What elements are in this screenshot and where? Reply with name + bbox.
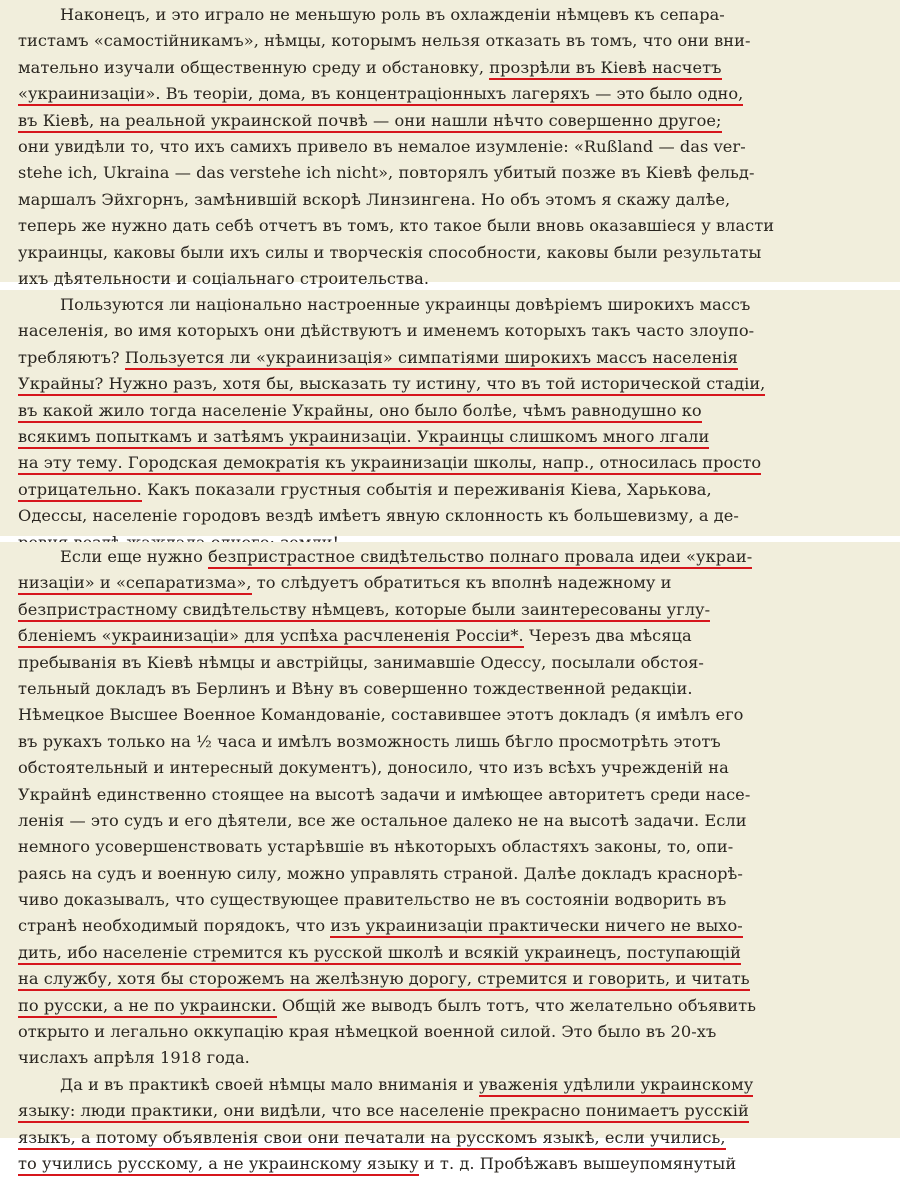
- underlined-passage: безпристрастное свидѣтельство полнаго провала идеи «украи-: [208, 547, 752, 569]
- text-line: [18, 940, 896, 966]
- underlined-passage: всякимъ попыткамъ и затѣямъ украинизаціи. Украинцы слишкомъ много лгали: [18, 427, 709, 449]
- text-line: [18, 108, 896, 134]
- underlined-passage: отрицательно.: [18, 480, 142, 502]
- text-line: [18, 1125, 896, 1151]
- text-line: въ рукахъ только на ½ часа и имѣлъ возможность лишь бѣгло просмотрѣть этотъ: [18, 731, 721, 751]
- text-line: [18, 450, 896, 476]
- text-line: числахъ апрѣля 1918 года.: [18, 1048, 250, 1068]
- excerpt-2: [0, 290, 900, 536]
- text-line: пребыванія въ Кіевѣ нѣмцы и австрійцы, занимавшіе Одессу, посылали обстоя-: [18, 652, 704, 672]
- underlined-passage: Украйны? Нужно разъ, хотя бы, высказать ту истину, что въ той исторической стадіи,: [18, 374, 765, 396]
- text-line: [18, 597, 896, 623]
- text-line: Да и въ практикѣ своей нѣмцы мало вниманія и уваженія удѣлили украинскому: [18, 1072, 896, 1098]
- text-line: [18, 371, 896, 397]
- underlined-passage: по русски, а не по украински.: [18, 996, 277, 1018]
- underlined-passage: низаціи» и «сепаратизма»,: [18, 573, 252, 595]
- text-line: странѣ необходимый порядокъ, что изъ украинизаціи практически ничего не выхо-: [18, 913, 896, 939]
- text-line: отрицательно. Какъ показали грустныя событія и переживанія Кіева, Харькова,: [18, 477, 896, 503]
- text-line: [18, 81, 896, 107]
- underlined-passage: уваженія удѣлили украинскому: [479, 1075, 753, 1097]
- text-line: stehe ich, Ukraina — das verstehe ich nicht», повторялъ убитый позже въ Кіевѣ фельд-: [18, 163, 755, 183]
- underlined-passage: на эту тему. Городская демократія къ украинизаціи школы, напр., относилась просто: [18, 453, 761, 475]
- text-line: низаціи» и «сепаратизма», то слѣдуетъ обратиться къ вполнѣ надежному и: [18, 570, 896, 596]
- text-line: ихъ дѣятельности и соціальнаго строительства.: [18, 268, 430, 288]
- text-line: немного усовершенствовать устарѣвшіе въ нѣкоторыхъ областяхъ законы, то, опи-: [18, 837, 734, 857]
- text-line: маршалъ Эйхгорнъ, замѣнившій вскорѣ Линзингена. Но объ этомъ я скажу далѣе,: [18, 189, 731, 209]
- text-line: населенія, во имя которыхъ они дѣйствуютъ и именемъ которыхъ такъ часто злоупо-: [18, 321, 755, 341]
- underlined-passage: въ Кіевѣ, на реальной украинской почвѣ — они нашли нѣчто совершенно другое;: [18, 111, 722, 133]
- text-line: бленіемъ «украинизаціи» для успѣха расчлененія Россіи*. Черезъ два мѣсяца: [18, 623, 896, 649]
- text-line: Пользуются ли національно настроенные украинцы довѣріемъ широкихъ массъ: [60, 295, 751, 314]
- underlined-passage: Пользуется ли «украинизація» симпатіями широкихъ массъ населенія: [125, 348, 738, 370]
- text-line: [18, 1098, 896, 1124]
- text-line: то учились русскому, а не украинскому языку и т. д. Пробѣжавъ вышеупомянутый: [18, 1151, 896, 1177]
- underlined-passage: на службу, хотя бы сторожемъ на желѣзную дорогу, стремится и говорить, и читать: [18, 969, 750, 991]
- text-line: по русски, а не по украински. Общій же выводъ былъ тотъ, что желательно объявить: [18, 993, 896, 1019]
- underlined-passage: прозрѣли въ Кіевѣ насчетъ: [489, 58, 721, 80]
- underlined-passage: въ какой жило тогда населеніе Украйны, оно было болѣе, чѣмъ равнодушно ко: [18, 401, 702, 423]
- text-line: Украйнѣ единственно стоящее на высотѣ задачи и имѣющее авторитетъ среди насе-: [18, 784, 751, 804]
- text-line: [18, 966, 896, 992]
- text-line: требляютъ? Пользуется ли «украинизація» симпатіями широкихъ массъ населенія: [18, 345, 896, 371]
- text-line: раясь на судъ и военную силу, можно управлять страной. Далѣе докладъ краснорѣ-: [18, 863, 743, 883]
- underlined-passage: языкъ, а потому объявленія свои они печатали на русскомъ языкѣ, если учились,: [18, 1128, 726, 1150]
- text-line: Одессы, населеніе городовъ вездѣ имѣетъ явную склонность къ большевизму, а де-: [18, 506, 739, 526]
- underlined-passage: языку: люди практики, они видѣли, что все населеніе прекрасно понимаетъ русскій: [18, 1101, 749, 1123]
- text-line: они увидѣли то, что ихъ самихъ привело въ немалое изумленіе: «Rußland — das ver-: [18, 136, 746, 156]
- underlined-passage: «украинизаціи». Въ теоріи, дома, въ концентраціонныхъ лагеряхъ — это было одно,: [18, 84, 743, 106]
- text-line: тельный докладъ въ Берлинъ и Вѣну въ совершенно тождественной редакціи.: [18, 678, 693, 698]
- text-line: теперь же нужно дать себѣ отчетъ въ томъ, кто такое были вновь оказавшіеся у власти: [18, 216, 775, 236]
- text-line: обстоятельный и интересный документъ), доносило, что изъ всѣхъ учрежденій на: [18, 758, 729, 778]
- text-line: открыто и легально оккупацію края нѣмецкой военной силой. Это было въ 20-хъ: [18, 1022, 717, 1042]
- excerpt-1: [0, 0, 900, 288]
- text-line: [18, 398, 896, 424]
- underlined-passage: изъ украинизаціи практически ничего не выхо-: [330, 916, 742, 938]
- underlined-passage: бленіемъ «украинизаціи» для успѣха расчлененія Россіи*.: [18, 626, 524, 648]
- underlined-passage: безпристрастному свидѣтельству нѣмцевъ, которые были заинтересованы углу-: [18, 600, 710, 622]
- text-line: чиво доказывалъ, что существующее правительство не въ состояніи водворить въ: [18, 890, 727, 910]
- text-line: украинцы, каковы были ихъ силы и творческія способности, каковы были результаты: [18, 242, 762, 262]
- underlined-passage: то учились русскому, а не украинскому языку: [18, 1154, 419, 1176]
- text-line: ленія — это судъ и его дѣятели, все же остальное далеко не на высотѣ задачи. Если: [18, 810, 747, 830]
- text-line: мательно изучали общественную среду и обстановку, прозрѣли въ Кіевѣ насчетъ: [18, 55, 896, 81]
- text-line: [18, 424, 896, 450]
- excerpt-3: [0, 542, 900, 1173]
- text-line: Наконецъ, и это играло не меньшую роль въ охлажденіи нѣмцевъ къ сепара-: [60, 5, 725, 24]
- text-line: Нѣмецкое Высшее Военное Командованіе, составившее этотъ докладъ (я имѣлъ его: [18, 705, 744, 725]
- underlined-passage: дить, ибо населеніе стремится къ русской школѣ и всякій украинецъ, поступающій: [18, 943, 741, 965]
- text-line: Если еще нужно безпристрастное свидѣтельство полнаго провала идеи «украи-: [18, 544, 896, 570]
- text-line: тистамъ «самостійникамъ», нѣмцы, которымъ нельзя отказать въ томъ, что они вни-: [18, 31, 751, 51]
